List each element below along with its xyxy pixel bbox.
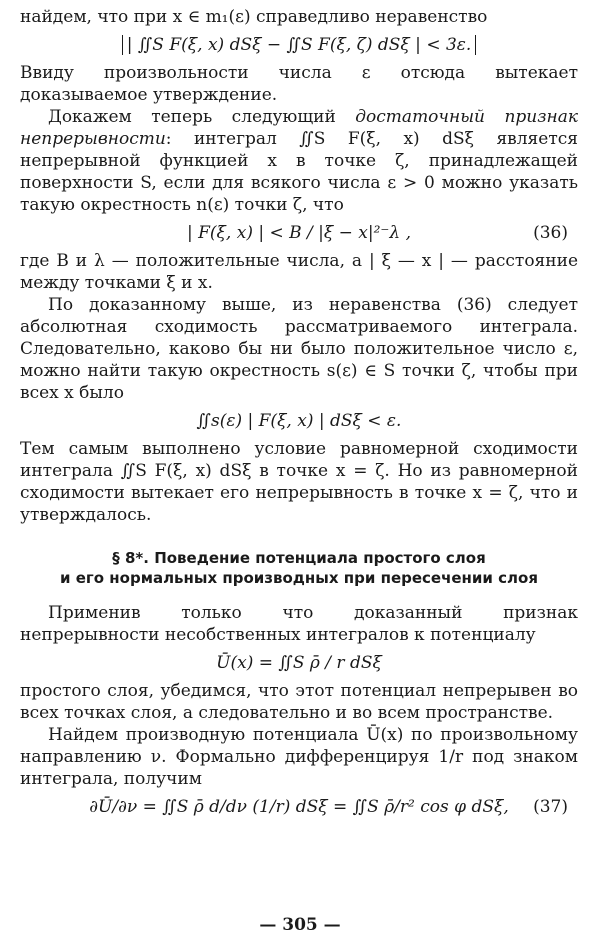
equation-37-text: ∂Ū/∂ν = ∬S ρ̄ d/dν (1/r) dSξ = ∬S ρ̄/r² cos φ dSξ, [89,797,509,817]
equation-36 [20,222,578,244]
equation-integral-less-eps [20,410,578,432]
paragraph-where-b-lambda: где B и λ — положительные числа, а | ξ — x | — расстояние между точками ξ и x. [20,251,578,293]
section-heading-line-2: и его нормальных производных при пересечении слоя [60,569,538,587]
paragraph-derivative: Найдем производную потенциала Ū(x) по произвольному направлению ν. Формально дифференцируя 1/r под знаком интеграла, получим [20,725,578,789]
criterion-intro: Докажем теперь следующий [48,107,336,127]
paragraph-sufficient-criterion [20,106,578,216]
equation-inequality-3eps [20,34,578,56]
equation-text: Ū(x) = ∬S ρ̄ / r dSξ [216,653,382,673]
section-heading [20,548,578,588]
paragraph-absolute-convergence: По доказанному выше, из неравенства (36) следует абсолютная сходимость рассматриваемого интеграла. Следовательно, каково бы ни было положительное число ε, можно найти такую окрестность s(ε) ∈ S точки ζ, чтобы при всех x было [20,295,578,403]
paragraph-simple-layer: простого слоя, убедимся, что этот потенциал непрерывен во всех точках слоя, а следовательно и во всем пространстве. [20,681,578,723]
equation-text: | ∬S F(ξ, x) dSξ − ∬S F(ξ, ζ) dSξ | < 3ε. [122,35,477,55]
line-1: найдем, что при x ∈ m₁(ε) справедливо неравенство [20,7,488,27]
equation-37 [20,796,578,818]
equation-text: ∬s(ε) | F(ξ, x) | dSξ < ε. [196,411,402,431]
criterion-statement: : интеграл ∬S F(ξ, x) dSξ является непрерывной функцией x в точке ζ, принадлежащей поверхности S, если для всякого числа ε > 0 можно указать такую окрестность n(ε) точки ζ, что [20,129,578,215]
page-number: — 305 — [259,915,341,935]
criterion-name: достаточный признак непрерывности [20,107,578,149]
paragraph-arbitrary-eps: Ввиду произвольности числа ε отсюда вытекает доказываемое утверждение. [20,63,578,105]
paragraph-applying-criterion: Применив только что доказанный признак непрерывности несобственных интегралов к потенциалу [20,603,578,645]
equation-37-number: (37) [533,797,568,817]
section-heading-line-1: § 8*. Поведение потенциала простого слоя [112,549,486,567]
equation-36-text: | F(ξ, x) | < B / |ξ − x|²⁻λ , [187,223,411,243]
paragraph-uniform-convergence: Тем самым выполнено условие равномерной сходимости интеграла ∬S F(ξ, x) dSξ в точке x = ζ. Но из равномерной сходимости вытекает его непрерывность в точке x = ζ, что и утверждалось. [20,439,578,525]
equation-36-number: (36) [533,223,568,243]
equation-potential [20,652,578,674]
